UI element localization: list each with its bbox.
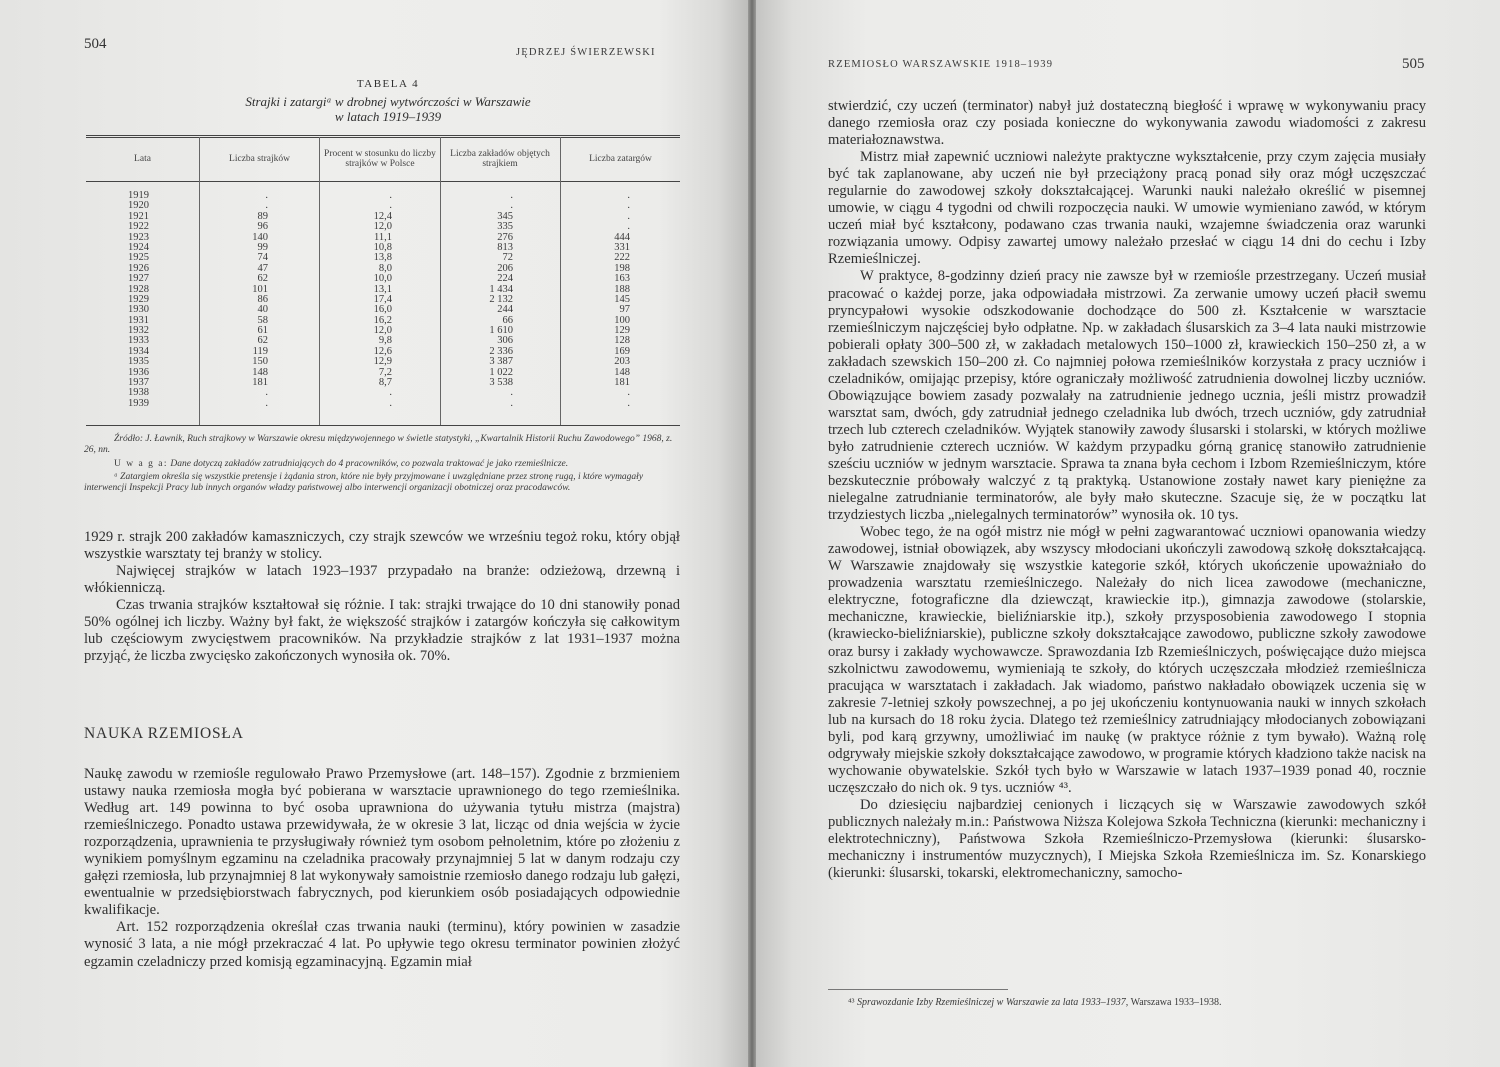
table-cell: 128	[614, 335, 630, 347]
table-cell: 140	[252, 231, 268, 243]
table-cell: .	[627, 397, 630, 409]
table-cell: 62	[257, 335, 268, 347]
running-head: JĘDRZEJ ŚWIERZEWSKI	[516, 47, 656, 58]
table-cell: .	[510, 190, 513, 201]
table-cell: .	[389, 190, 392, 201]
left-page	[0, 0, 748, 1067]
table-cell: 1937	[128, 377, 149, 389]
table-cell: 1922	[128, 221, 149, 233]
table-cell: .	[627, 190, 630, 201]
table-col-disputes	[592, 191, 630, 409]
table-top-rule	[86, 135, 680, 136]
table-cell: 9,8	[378, 335, 392, 347]
table-cell: .	[265, 387, 268, 399]
remark-label: U w a g a:	[114, 459, 169, 469]
table-header-percent: Procent w stosunku do liczby strajków w Polsce	[324, 148, 436, 169]
table-cell: 86	[257, 293, 268, 305]
table-header-strikes: Liczba strajków	[229, 153, 290, 164]
page-number: 504	[84, 36, 107, 52]
table-cell: 12,6	[373, 345, 392, 357]
table-col-strikes	[228, 191, 268, 409]
table-label: TABELA 4	[356, 78, 420, 90]
table-cell: 12,4	[373, 210, 392, 222]
table-cell: 1938	[128, 387, 149, 399]
table-cell: 203	[614, 356, 630, 368]
paragraph: Naukę zawodu w rzemiośle regulowało Prawo Przemysłowe (art. 148–157). Zgodnie z brzmieniem ustawy nauka rzemiosła mogła być pobierana w warsztacie uprawnionego do tego rzemieślnika. Według art. 149 powinna to być osoba uprawniona do używania tytułu mistrza (majstra) rzemieślniczego. Ponadto ustawa przewidywała, że w okresie 3 lat, licząc od dnia wejścia w życie rozporządzenia, uprawnienia te przysługiwały również tym osobom pełnoletnim, które po złożeniu z wynikiem pomyślnym egzaminu na czeladnika pracowały przynajmniej 5 lat w danym rodzaju czy gałęzi rzemiosła, lub przynajmniej 8 lat wykonywały samoistnie rzemiosło danego rodzaju lub gałęzi, ewentualnie w przedsiębiorstwach fabrycznych, pod kierunkiem osób posiadających odpowiednie kwalifikacje.	[84, 766, 680, 919]
table-cell: 306	[497, 335, 513, 347]
table-col-divider	[440, 137, 441, 425]
body-text-lower	[84, 766, 680, 971]
table-cell: 8,7	[378, 377, 392, 389]
table-cell: 276	[497, 231, 513, 243]
table-cell: 1929	[128, 293, 149, 305]
table-cell: 11,1	[374, 231, 392, 243]
table-cell: 2 336	[489, 345, 513, 357]
table-top-rule-2	[86, 137, 680, 138]
table-cell: 47	[257, 262, 268, 274]
table-cell: .	[265, 397, 268, 409]
table-cell: .	[627, 210, 630, 222]
footnote-title: Sprawozdanie Izby Rzemieślniczej w Warszawie za lata 1933–1937,	[856, 997, 1129, 1008]
table-cell: 163	[614, 273, 630, 285]
table-remark	[84, 459, 682, 470]
table-cell: .	[389, 387, 392, 399]
table-cell: 444	[614, 231, 630, 243]
paragraph: stwierdzić, czy uczeń (terminator) nabył już dostateczną biegłość i wprawę w wykonywaniu pracy danego rzemiosła oraz czy posiada konieczne do wykonywania zawodu wiadomości z zakresu materiałoznawstwa.	[828, 98, 1426, 149]
table-cell: 3 538	[489, 377, 513, 389]
table-cell: 244	[497, 304, 513, 316]
page-number: 505	[1402, 56, 1425, 72]
table-cell: 181	[252, 377, 268, 389]
table-cell: 1919	[128, 190, 149, 201]
table-col-divider	[560, 137, 561, 425]
table-cell: 62	[257, 273, 268, 285]
table-title-line1: Strajki i zatargiᵃ w drobnej wytwórczości w Warszawie	[245, 94, 531, 109]
table-cell: 97	[619, 304, 630, 316]
table-cell: 72	[502, 252, 513, 264]
table-cell: 1939	[128, 397, 149, 409]
table-cell: 1925	[128, 252, 149, 264]
table-cell: 1926	[128, 262, 149, 274]
paragraph: 1929 r. strajk 200 zakładów kamaszniczych, czy strajk szewców we wrześniu tegoż roku, który objął wszystkie warsztaty tej branży w stolicy.	[84, 529, 680, 563]
footnote-number: ⁴³	[848, 997, 855, 1008]
table-cell: 1935	[128, 356, 149, 368]
table-cell: .	[389, 397, 392, 409]
table-cell: .	[627, 200, 630, 212]
table-cell: 148	[252, 366, 268, 378]
table-title-line2: w latach 1919–1939	[334, 109, 442, 124]
table-cell: 96	[257, 221, 268, 233]
table-cell: 101	[252, 283, 268, 295]
remark-text: Dane dotyczą zakładów zatrudniających do 4 pracowników, co pozwala traktować je jako rzemieślnicze.	[170, 459, 569, 469]
table-cell: 100	[614, 314, 630, 326]
table-cell: 3 387	[489, 356, 513, 368]
table-cell: 89	[257, 210, 268, 222]
table-source: Źródło: J. Ławnik, Ruch strajkowy w Warszawie okresu międzywojennego w świetle statystyki, „Kwartalnik Historii Ruchu Zawodowego” 1968, z. 26, nn.	[84, 434, 673, 455]
table-cell: .	[627, 387, 630, 399]
table-cell: 1930	[128, 304, 149, 316]
table-cell: 813	[497, 241, 513, 253]
table-cell: 58	[257, 314, 268, 326]
table-cell: 222	[614, 252, 630, 264]
paragraph: Do dziesięciu najbardziej cenionych i liczących się w Warszawie zawodowych szkół publicznych należały m.in.: Państwowa Niższa Kolejowa Szkoła Techniczna (kierunki: mechaniczny i elektrotechniczny), Państwowa Szkoła Rzemieślniczo-Przemysłowa (kierunki: ślusarsko-mechaniczny i instrumentów muzycznych), I Miejska Szkoła Rzemieślnicza im. Sz. Konarskiego (kierunki: ślusarski, tokarski, elektromechaniczny, samocho-	[828, 796, 1426, 882]
table-cell: 181	[614, 377, 630, 389]
paragraph: Art. 152 rozporządzenia określał czas trwania nauki (terminu), który powinien w zasadzie wynosić 3 lata, a nie mógł przekraczać 4 lat. Po upływie tego okresu terminator powinien złożyć egzamin czeladniczy przed komisją egzaminacyjną. Egzamin miał	[84, 919, 680, 970]
body-text-upper	[84, 529, 680, 665]
table-header-rule	[86, 181, 680, 182]
table-cell: 1936	[128, 366, 149, 378]
table-cell: 12,0	[373, 221, 392, 233]
table-cell: 1 434	[489, 283, 513, 295]
table-cell: 169	[614, 345, 630, 357]
table-cell: 66	[502, 314, 513, 326]
table-cell: 10,0	[373, 273, 392, 285]
table-cell: 150	[252, 356, 268, 368]
table-cell: 10,8	[373, 241, 392, 253]
table-col-plants	[465, 191, 513, 409]
table-cell: 1933	[128, 335, 149, 347]
table-cell: 335	[497, 221, 513, 233]
table-cell: 1920	[128, 200, 149, 212]
table-cell: 1934	[128, 345, 149, 357]
table-col-divider	[319, 137, 320, 425]
book-gutter	[748, 0, 756, 1067]
table-cell: 1928	[128, 283, 149, 295]
paragraph: Mistrz miał zapewnić uczniowi należyte praktyczne wykształcenie, przy czym zajęcia musiały być tak zaplanowane, aby uczeń nie był przeciążony pracą ponad siły oraz mógł uczęszczać regularnie do zawodowej szkoły dokształcającej. Warunki nauki należało określić w pisemnej umowie, w ciągu 4 tygodni od chwili rozpoczęcia nauki. W umowie wymieniano zawód, w którym uczeń miał być kształcony, podawano czas trwania nauki, wzajemne świadczenia oraz warunki rozwiązania umowy. Odpisy zawartej umowy należało przesłać w ciągu 14 dni do cechu i Izby Rzemieślniczej.	[828, 149, 1426, 268]
body-text	[828, 98, 1426, 882]
paragraph: Wobec tego, że na ogół mistrz nie mógł w pełni zagwarantować uczniowi opanowania wiedzy zawodowej, istniał obowiązek, aby wszyscy młodociani ukończyli zawodową szkołę dokształcającą. W Warszawie znajdowały się wszystkie kategorie szkół, których ukończenie upoważniało do prowadzenia warsztatu rzemieślniczego. Należały do nich licea zawodowe (mechaniczne, elektryczne, fotograficzne dla dziewcząt, krawieckie itp.), gimnazja zawodowe (stolarskie, mechaniczne, krawieckie, bieliźniarskie itp.), szkoły przysposobienia zawodowego I stopnia (krawiecko-bieliźniarskie), publiczne szkoły dokształcające zawodowo, publiczne szkoły zawodowe oraz bursy i zakłady wychowawcze. Sprawozdania Izb Rzemieślniczych, poświęcające dużo miejsca szkolnictwu zawodowemu, wymieniają te szkoły, do których uczęszczała młodzież rzemieślnicza pracująca w warsztatach i zakładach. Jak wiadomo, państwo nakładało obowiązek uczenia się w zakresie 7-letniej szkoły powszechnej, a po jej ukończeniu kontynuowania nauki w innych szkołach lub na kursach do 18 roku życia. Dlatego też rzemieślnicy zatrudniający młodocianych zobowiązani byli, pod karą grzywny, umożliwiać im naukę (w praktyce różnie z tym bywało). Ważną rolę odgrywały miejskie szkoły dokształcające zawodowo, w programie których kładziono także nacisk na wychowanie obywatelskie. Szkół tych było w Warszawie w latach 1937–1939 ponad 40, rocznie uczęszczało do nich ok. 9 tys. uczniów ⁴³.	[828, 524, 1426, 796]
table-header-disputes: Liczba zatargów	[589, 153, 652, 164]
table-header-plants: Liczba zakładów objętych strajkiem	[450, 148, 550, 169]
table-cell: 1923	[128, 231, 149, 243]
running-head: RZEMIOSŁO WARSZAWSKIE 1918–1939	[828, 59, 1054, 70]
section-heading: NAUKA RZEMIOSŁA	[84, 725, 244, 742]
table-cell: 99	[257, 241, 268, 253]
table-cell: 198	[614, 262, 630, 274]
table-cell: 145	[614, 293, 630, 305]
table-cell: .	[510, 397, 513, 409]
footnote	[848, 997, 1428, 1008]
table-cell: 12,9	[373, 356, 392, 368]
table-cell: .	[510, 387, 513, 399]
table-bottom-rule	[86, 425, 680, 426]
table-cell: 16,0	[373, 304, 392, 316]
paragraph: Najwięcej strajków w latach 1923–1937 przypadało na branże: odzieżową, drzewną i włókienniczą.	[84, 563, 680, 597]
table-cell: 129	[614, 325, 630, 337]
table-cell: 1921	[128, 210, 149, 222]
table-cell: 12,0	[373, 325, 392, 337]
table-cell: 188	[614, 283, 630, 295]
table-cell: 74	[257, 252, 268, 264]
table-cell: 331	[614, 241, 630, 253]
table-cell: 16,2	[373, 314, 392, 326]
table-cell: .	[389, 200, 392, 212]
footnote-rest: Warszawa 1933–1938.	[1130, 997, 1222, 1008]
table-cell: 1931	[128, 314, 149, 326]
table-header-years: Lata	[134, 153, 151, 164]
table-col-percent	[348, 191, 392, 409]
table-cell: 119	[252, 345, 268, 357]
table-cell: 1 610	[489, 325, 513, 337]
table-cell: 2 132	[489, 293, 513, 305]
table-cell: .	[265, 190, 268, 201]
table-cell: 61	[257, 325, 268, 337]
table-cell: .	[627, 221, 630, 233]
table-cell: 17,4	[373, 293, 392, 305]
paragraph: Czas trwania strajków kształtował się różnie. I tak: strajki trwające do 10 dni stanowiły ponad 50% ogólnej ich liczby. Ważny był fakt, że większość strajków i zatargów kończyła się całkowitym lub częściowym zwycięstwem pracowników. Na przykładzie strajków z lat 1931–1937 można przyjąć, że liczba zwycięsko zakończonych wynosiła ok. 70%.	[84, 597, 680, 665]
table-cell: 7,2	[378, 366, 392, 378]
table-cell: 1924	[128, 241, 149, 253]
table-cell: 1 022	[489, 366, 513, 378]
table-cell: 13,8	[373, 252, 392, 264]
paragraph: W praktyce, 8-godzinny dzień pracy nie zawsze był w rzemiośle przestrzegany. Uczeń musiał pracować o każdej porze, jaka odpowiadała mistrzowi. Za zerwanie umowy uczeń płacił swemu pryncypałowi wysokie odszkodowanie dochodzące do 500 zł. Kształcenie w warsztacie rzemieślniczym najczęściej było odpłatne. Np. w zakładach ślusarskich za 3–4 lata nauki mistrzowie pobierali opłaty 300–500 zł, w zakładach metalowych 150–1000 zł, krawieckich 150–250 zł, a w zakładach szewskich 150–200 zł. Co najmniej połowa rzemieślników korzystała z pracy uczniów i czeladników, omijając przepisy, które ograniczały możliwość zatrudnienia dowolnej liczby uczniów. Obowiązujące bowiem zasady pozwalały na zatrudnienie jednego ucznia, jeśli mistrz prowadził warsztat sam, dwóch, gdy zatrudniał jednego czeladnika lub dwóch, trzech uczniów, gdy zatrudniał trzech lub czterech czeladników. Wyjątek stanowiły zawody ślusarski i stolarski, w których możliwe było zatrudnienie czterech uczniów. W każdym przypadku górną granicę stanowiło zatrudnienie sześciu uczniów w jednym warsztacie. Sprawa ta znana była cechom i Izbom Rzemieślniczym, które bezskutecznie próbowały walczyć z tą praktyką. Ustanowione zostały nawet kary pieniężne za nielegalne zatrudnianie terminatorów, ale były mało skuteczne. Szacuje się, że w początku lat trzydziestych liczba „nielegalnych terminatorów” wynosiła ok. 10 tys.	[828, 268, 1426, 524]
table-col-divider	[199, 137, 200, 425]
table-cell: 1932	[128, 325, 149, 337]
right-page	[756, 0, 1500, 1067]
table-cell: 8,0	[378, 262, 392, 274]
table-footnote-a: ᵃ Zatargiem określa się wszystkie pretensje i żądania stron, które nie były przyjmowane i uwzględniane przez stronę rugą, i które wymagały interwencji Inspekcji Pracy lub innych organów władzy państwowej albo interwencji organizacji obotniczej oraz pracodawców.	[84, 472, 644, 493]
table-cell: .	[510, 200, 513, 212]
table-cell: .	[265, 200, 268, 212]
table-cell: 206	[497, 262, 513, 274]
table-cell: 40	[257, 304, 268, 316]
table-cell: 13,1	[373, 283, 392, 295]
table-cell: 345	[497, 210, 513, 222]
table-col-years	[128, 191, 178, 409]
table-cell: 224	[497, 273, 513, 285]
footnote-separator	[828, 989, 1008, 990]
table-cell: 148	[614, 366, 630, 378]
table-cell: 1927	[128, 273, 149, 285]
